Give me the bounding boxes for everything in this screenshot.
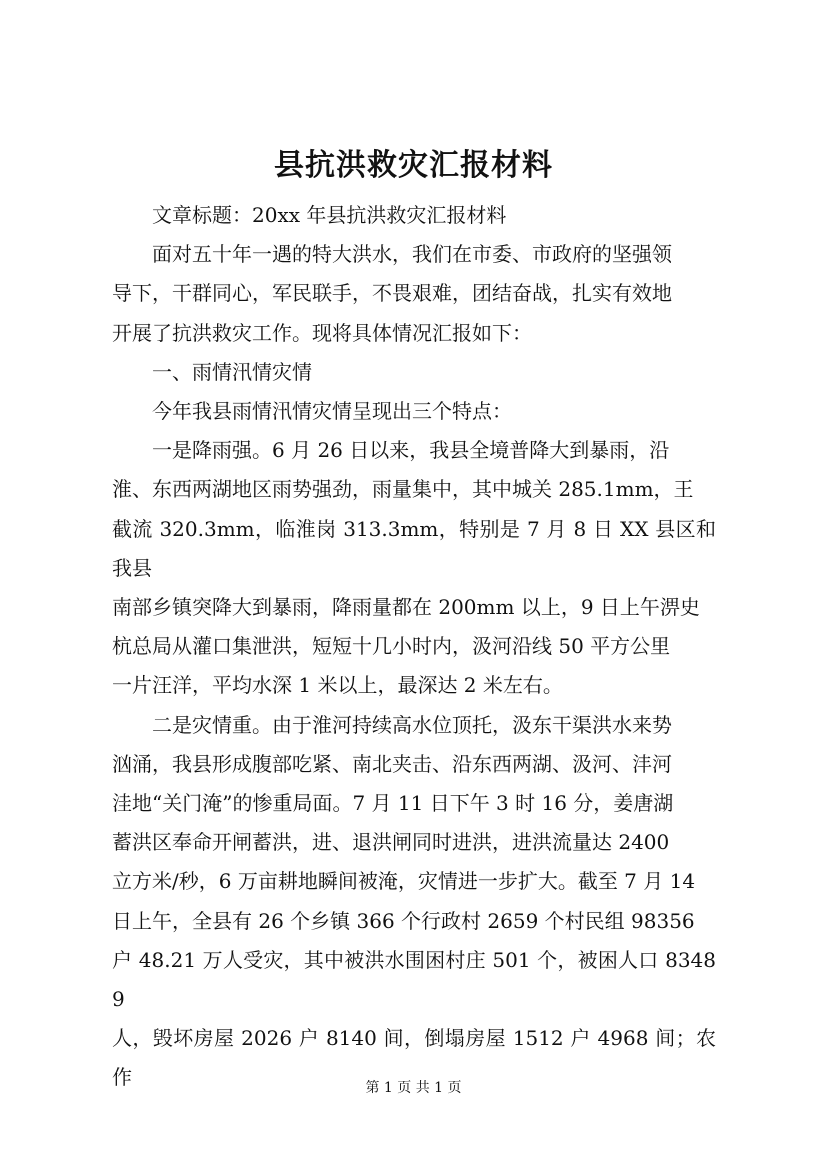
paragraph-severe-disaster: 二是灾情重。由于淮河持续高水位顶托，汲东干渠洪水来势 汹涌，我县形成腹部吃紧、南北夹击、沿东西两湖、汲河、沣河 洼地“关门淹”的惨重局面。7 月 11 日下午 3 时 16 分，姜唐湖 蓄洪区奉命开闸蓄洪，进、退洪闸同时进洪，进洪流量达 2400 立方米/秒，6 万亩耕地瞬间被淹，灾情进一步扩大。截至 7 月 14 日上午，全县有 26 个乡镇 366 个行政村 2659 个村民组 98356 户 48.21 万人受灾，其中被洪水围困村庄 501 个，被困人口 83489 人，毁坏房屋 2026 户 8140 间，倒塌房屋 1512 户 4968 间；农作 — [112, 712, 716, 1090]
section-heading-rain-flood-disaster: 一、雨情汛情灾情 — [152, 359, 312, 384]
paragraph-intro: 面对五十年一遇的特大洪水，我们在市委、市政府的坚强领 导下，干群同心，军民联手，不畏艰难，团结奋战，扎实有效地 开展了抗洪救灾工作。现将具体情况汇报如下： — [112, 242, 672, 345]
paragraph-three-features: 今年我县雨情汛情灾情呈现出三个特点： — [152, 399, 512, 424]
paragraph-heavy-rainfall: 一是降雨强。6 月 26 日以来，我县全境普降大到暴雨，沿 淮、东西两湖地区雨势强劲，雨量集中，其中城关 285.1mm，王 截流 320.3mm，临淮岗 313.3mm，特别是 7 月 8 日 XX 县区和我县 南部乡镇突降大到暴雨，降雨量都在 200mm 以上，9 日上午淠史 杭总局从灌口集泄洪，短短十几小时内，汲河沿线 50 平方公里 一片汪洋，平均水深 1 米以上，最深达 2 米左右。 — [112, 438, 716, 698]
paragraph-article-title: 文章标题：20xx 年县抗洪救灾汇报材料 — [152, 203, 507, 227]
document-body — [112, 196, 716, 1098]
page-number-footer: 第 1 页 共 1 页 — [365, 1080, 462, 1096]
document-title: 县抗洪救灾汇报材料 — [274, 148, 553, 183]
